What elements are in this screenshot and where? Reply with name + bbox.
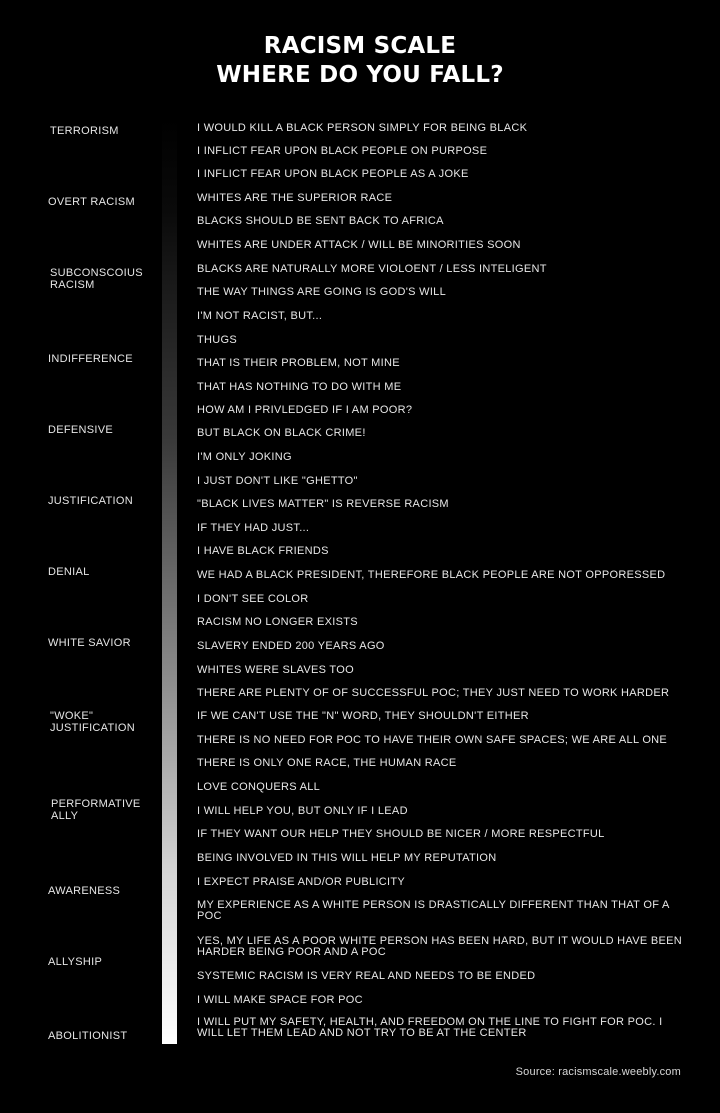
statement: SLAVERY ENDED 200 YEARS AGO [197, 640, 385, 652]
category-label: SUBCONSCOIUS RACISM [50, 267, 143, 291]
statement: LOVE CONQUERS ALL [197, 781, 321, 793]
category-label: INDIFFERENCE [48, 353, 133, 365]
statement: WHITES ARE THE SUPERIOR RACE [197, 192, 393, 204]
statement: IF THEY HAD JUST... [197, 522, 310, 534]
statement: YES, MY LIFE AS A POOR WHITE PERSON HAS BEEN HARD, BUT IT WOULD HAVE BEEN HARDER BEING POOR AND A POC [197, 935, 683, 958]
statement: THAT HAS NOTHING TO DO WITH ME [197, 381, 402, 393]
category-label: WHITE SAVIOR [48, 637, 131, 649]
statement: IF WE CAN'T USE THE "N" WORD, THEY SHOULDN'T EITHER [197, 710, 529, 722]
statement: WHITES WERE SLAVES TOO [197, 664, 354, 676]
category-label: AWARENESS [48, 885, 121, 897]
statement: I EXPECT PRAISE AND/OR PUBLICITY [197, 876, 406, 888]
statement: I'M NOT RACIST, BUT... [197, 310, 323, 322]
statement: WHITES ARE UNDER ATTACK / WILL BE MINORITIES SOON [197, 239, 521, 251]
statement: I INFLICT FEAR UPON BLACK PEOPLE AS A JOKE [197, 168, 469, 180]
category-label: TERRORISM [50, 125, 119, 137]
statement: WE HAD A BLACK PRESIDENT, THEREFORE BLACK PEOPLE ARE NOT OPPORESSED [197, 569, 666, 581]
source-credit: Source: racismscale.weebly.com [515, 1066, 681, 1078]
statement: IF THEY WANT OUR HELP THEY SHOULD BE NICER / MORE RESPECTFUL [197, 828, 605, 840]
category-label: PERFORMATIVE ALLY [51, 798, 141, 822]
statement: THERE ARE PLENTY OF OF SUCCESSFUL POC; THEY JUST NEED TO WORK HARDER [197, 687, 670, 699]
statement: I WILL PUT MY SAFETY, HEALTH, AND FREEDOM ON THE LINE TO FIGHT FOR POC. I WILL LET THEM LEAD AND NOT TRY TO BE AT THE CENTER [197, 1016, 663, 1039]
statement: BLACKS SHOULD BE SENT BACK TO AFRICA [197, 215, 444, 227]
statement: I'M ONLY JOKING [197, 451, 292, 463]
statement: BEING INVOLVED IN THIS WILL HELP MY REPUTATION [197, 852, 497, 864]
statement: THE WAY THINGS ARE GOING IS GOD'S WILL [197, 286, 447, 298]
statement: BUT BLACK ON BLACK CRIME! [197, 427, 366, 439]
statement: I DON'T SEE COLOR [197, 593, 309, 605]
page-title [0, 32, 720, 90]
statement: SYSTEMIC RACISM IS VERY REAL AND NEEDS TO BE ENDED [197, 970, 536, 982]
category-label: JUSTIFICATION [48, 495, 133, 507]
category-label: ALLYSHIP [48, 956, 103, 968]
category-label: DENIAL [48, 566, 90, 578]
statement: MY EXPERIENCE AS A WHITE PERSON IS DRASTICALLY DIFFERENT THAN THAT OF A POC [197, 899, 670, 922]
statement: "BLACK LIVES MATTER" IS REVERSE RACISM [197, 498, 449, 510]
scale-gradient-bar [162, 118, 177, 1044]
statement: RACISM NO LONGER EXISTS [197, 616, 358, 628]
statement: I JUST DON'T LIKE "GHETTO" [197, 475, 358, 487]
category-label: DEFENSIVE [48, 424, 114, 436]
title-line-2: WHERE DO YOU FALL? [216, 62, 504, 88]
statement: BLACKS ARE NATURALLY MORE VIOLOENT / LESS INTELIGENT [197, 263, 547, 275]
statement: I WOULD KILL A BLACK PERSON SIMPLY FOR BEING BLACK [197, 122, 528, 134]
statement: THAT IS THEIR PROBLEM, NOT MINE [197, 357, 400, 369]
statement: THUGS [197, 334, 237, 346]
statement: THERE IS NO NEED FOR POC TO HAVE THEIR OWN SAFE SPACES; WE ARE ALL ONE [197, 734, 668, 746]
category-label: OVERT RACISM [48, 196, 135, 208]
statement: THERE IS ONLY ONE RACE, THE HUMAN RACE [197, 757, 457, 769]
category-label: ABOLITIONIST [48, 1030, 128, 1042]
statement: I INFLICT FEAR UPON BLACK PEOPLE ON PURPOSE [197, 145, 488, 157]
statement: I WILL HELP YOU, BUT ONLY IF I LEAD [197, 805, 408, 817]
statement: I WILL MAKE SPACE FOR POC [197, 994, 363, 1006]
statement: HOW AM I PRIVLEDGED IF I AM POOR? [197, 404, 413, 416]
statement: I HAVE BLACK FRIENDS [197, 545, 329, 557]
category-label: "WOKE" JUSTIFICATION [50, 710, 135, 734]
title-line-1: RACISM SCALE [263, 33, 457, 59]
